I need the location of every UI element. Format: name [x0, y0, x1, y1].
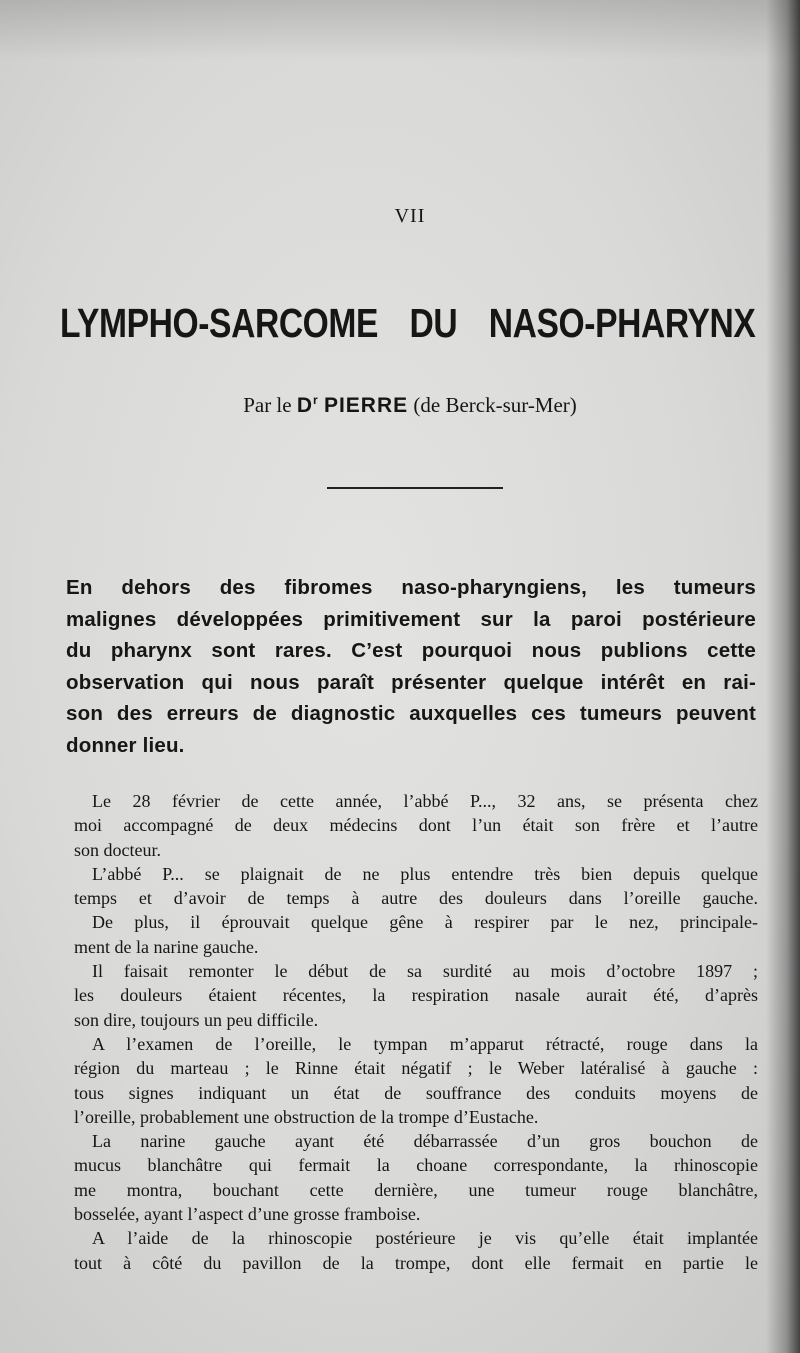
page-shadow-top — [0, 0, 800, 60]
body-line: région du marteau ; le Rinne était négatif ; le Weber latéralisé à gauche : — [74, 1058, 758, 1079]
body-line: tout à côté du pavillon de la trompe, dont elle fermait en partie le — [74, 1252, 758, 1273]
intro-line: observation qui nous paraît présenter quelque intérêt en rai- — [66, 670, 756, 694]
intro-line: malignes développées primitivement sur la paroi postérieure — [66, 607, 756, 631]
body-line: ment de la narine gauche. — [74, 936, 259, 957]
body-line: son docteur. — [74, 839, 161, 860]
author-line — [0, 393, 800, 418]
body-line: me montra, bouchant cette dernière, une tumeur rouge blanchâtre, — [74, 1179, 758, 1200]
author-title-abbr: D — [296, 394, 314, 417]
author-title-sup: r — [313, 393, 319, 407]
body-line: mucus blanchâtre qui fermait la choane correspondante, la rhinoscopie — [74, 1155, 758, 1176]
body-line: son dire, toujours un peu difficile. — [74, 1009, 319, 1030]
body-line: moi accompagné de deux médecins dont l’un était son frère et l’autre — [74, 815, 758, 836]
body-line: Le 28 février de cette année, l’abbé P..., 32 ans, se présenta chez — [92, 791, 758, 811]
intro-line: En dehors des fibromes naso-pharyngiens, les tumeurs — [66, 576, 756, 599]
article-title-text: LYMPHO-SARCOME DU NASO-PHARYNX — [60, 300, 756, 346]
section-divider — [327, 487, 503, 489]
body-line: bosselée, ayant l’aspect d’une grosse framboise. — [74, 1204, 421, 1225]
intro-line: son des erreurs de diagnostic auxquelles ces tumeurs peuvent — [66, 702, 756, 725]
body-line: tous signes indiquant un état de souffrance des conduits moyens de — [74, 1082, 758, 1103]
author-prefix: Par le — [243, 393, 292, 417]
author-affiliation: (de Berck-sur-Mer) — [413, 393, 577, 417]
intro-paragraph — [66, 572, 756, 761]
body-line: Il faisait remonter le début de sa surdité au mois d’octobre 1897 ; — [92, 961, 758, 982]
article-title — [60, 300, 756, 347]
intro-line: du pharynx sont rares. C’est pourquoi nous publions cette — [66, 639, 756, 662]
author-title — [297, 394, 319, 417]
body-line: les douleurs étaient récentes, la respiration nasale aurait été, d’après — [74, 985, 758, 1006]
page-binding-shadow — [766, 0, 800, 1353]
body-line: l’oreille, probablement une obstruction de la trompe d’Eustache. — [74, 1106, 539, 1127]
body-line: temps et d’avoir de temps à autre des douleurs dans l’oreille gauche. — [74, 888, 758, 909]
body-text — [74, 789, 758, 1275]
intro-line: donner lieu. — [66, 733, 185, 757]
body-line: La narine gauche ayant été débarrassée d’un gros bouchon de — [92, 1131, 758, 1152]
body-line: De plus, il éprouvait quelque gêne à respirer par le nez, principale- — [92, 912, 758, 933]
chapter-number: VII — [394, 205, 426, 227]
body-line: A l’aide de la rhinoscopie postérieure je vis qu’elle était implantée — [92, 1228, 758, 1249]
body-line: L’abbé P... se plaignait de ne plus entendre très bien depuis quelque — [92, 863, 758, 884]
author-name: PIERRE — [323, 394, 409, 417]
body-line: A l’examen de l’oreille, le tympan m’apparut rétracté, rouge dans la — [92, 1033, 758, 1054]
